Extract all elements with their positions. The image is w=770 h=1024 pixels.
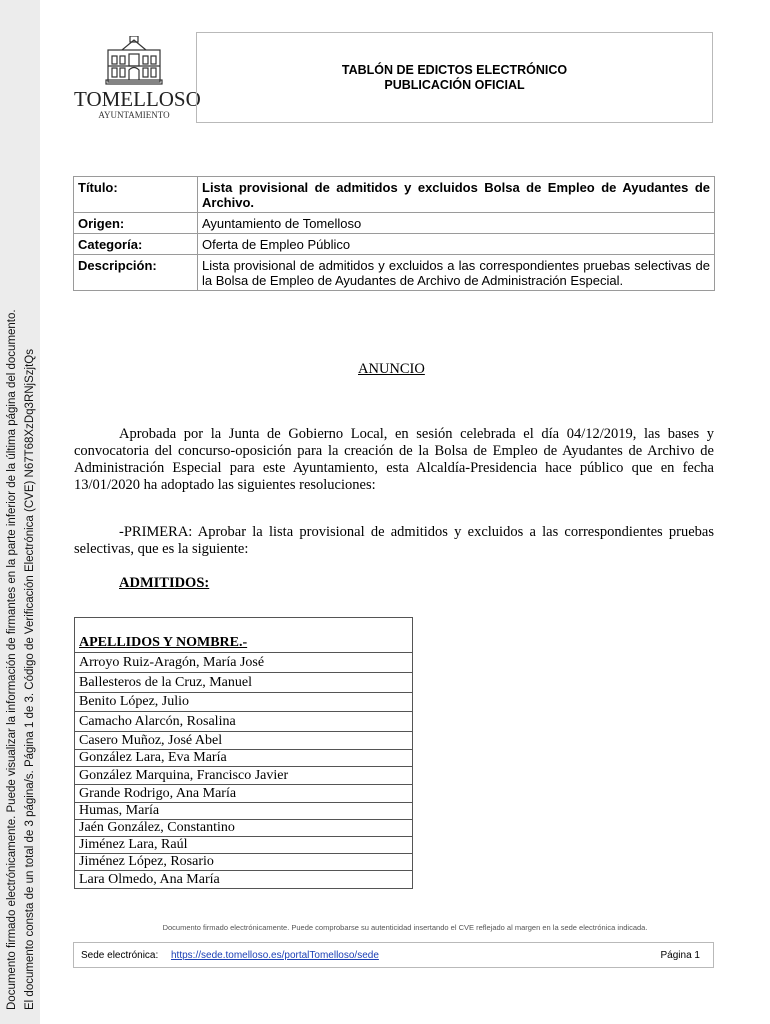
tomelloso-logo [74, 36, 201, 126]
paragraph-resolution-text: -PRIMERA: Aprobar la lista provisional de admitidos y excluidos a las correspondientes pruebas selectivas, que es la siguiente: [74, 524, 714, 557]
meta-value: Lista provisional de admitidos y excluidos a las correspondientes pruebas selectivas de la Bolsa de Empleo de Ayudantes de Archivo de Administración Especial. [198, 255, 715, 291]
table-row: Arroyo Ruiz-Aragón, María José [75, 653, 412, 673]
meta-label: Categoría: [74, 234, 198, 255]
table-row: Jiménez López, Rosario [75, 854, 412, 871]
names-column-header: APELLIDOS Y NOMBRE.- [79, 635, 248, 650]
table-row: Jaén González, Constantino [75, 820, 412, 837]
announcement-heading: ANUNCIO [358, 361, 425, 377]
signature-note: Documento firmado electrónicamente. Puede comprobarse su autenticidad insertando el CVE reflejado al margen en la sede electrónica indicada. [162, 923, 648, 932]
paragraph-approval [74, 426, 714, 494]
meta-label: Título: [74, 177, 198, 213]
sede-link[interactable]: https://sede.tomelloso.es/portalTomelloso/sede [171, 950, 379, 961]
paragraph-approval-text: Aprobada por la Junta de Gobierno Local, en sesión celebrada el día 04/12/2019, las bases y convocatoria del concurso-oposición para la creación de la Bolsa de Empleo de Ayudantes de Archivo de Administración Especial para este Ayuntamiento, esta Alcaldía-Presidencia hace público que en fecha 13/01/2020 ha adoptado las siguientes resoluciones: [74, 426, 714, 493]
margin-line-2: El documento consta de un total de 3 página/s. Página 1 de 3. Código de Verificación Electrónica (CVE) N67T68XzDq3RNjSzjtQs [24, 349, 36, 1010]
margin-line-1: Documento firmado electrónicamente. Puede visualizar la información de firmantes en la parte inferior de la última página del documento. [6, 309, 18, 1010]
table-row: Camacho Alarcón, Rosalina [75, 712, 412, 732]
header-subtitle: PUBLICACIÓN OFICIAL [384, 77, 525, 92]
table-row: González Marquina, Francisco Javier [75, 767, 412, 785]
admitted-names-table [74, 617, 413, 889]
meta-value: Lista provisional de admitidos y excluidos Bolsa de Empleo de Ayudantes de Archivo. [198, 177, 715, 213]
table-row: Grande Rodrigo, Ana María [75, 785, 412, 803]
meta-row-origin [74, 213, 715, 234]
edict-board-header [196, 32, 713, 123]
names-table-header [75, 618, 412, 653]
logo-wordmark: TOMELLOSO [74, 87, 201, 111]
meta-label: Descripción: [74, 255, 198, 291]
table-row: González Lara, Eva María [75, 750, 412, 767]
logo-subtitle: AYUNTAMIENTO [98, 110, 170, 120]
table-row: Casero Muñoz, José Abel [75, 732, 412, 750]
table-row: Humas, María [75, 803, 412, 820]
meta-label: Origen: [74, 213, 198, 234]
margin-verification-text [6, 250, 39, 1010]
meta-value: Ayuntamiento de Tomelloso [198, 213, 715, 234]
table-row: Jiménez Lara, Raúl [75, 837, 412, 854]
sede-label: Sede electrónica: [81, 950, 159, 961]
town-hall-icon [104, 36, 164, 86]
page-number: Página 1 [660, 950, 700, 961]
header-title: TABLÓN DE EDICTOS ELECTRÓNICO [341, 62, 568, 77]
table-row: Ballesteros de la Cruz, Manuel [75, 673, 412, 693]
meta-row-description [74, 255, 715, 291]
metadata-table [73, 176, 715, 291]
meta-row-title [74, 177, 715, 213]
paragraph-resolution [74, 524, 714, 558]
table-row: Lara Olmedo, Ana María [79, 871, 220, 887]
meta-value: Oferta de Empleo Público [198, 234, 715, 255]
admitted-heading: ADMITIDOS: [119, 575, 210, 591]
meta-row-category [74, 234, 715, 255]
table-row: Benito López, Julio [75, 693, 412, 712]
page-footer [73, 942, 714, 968]
